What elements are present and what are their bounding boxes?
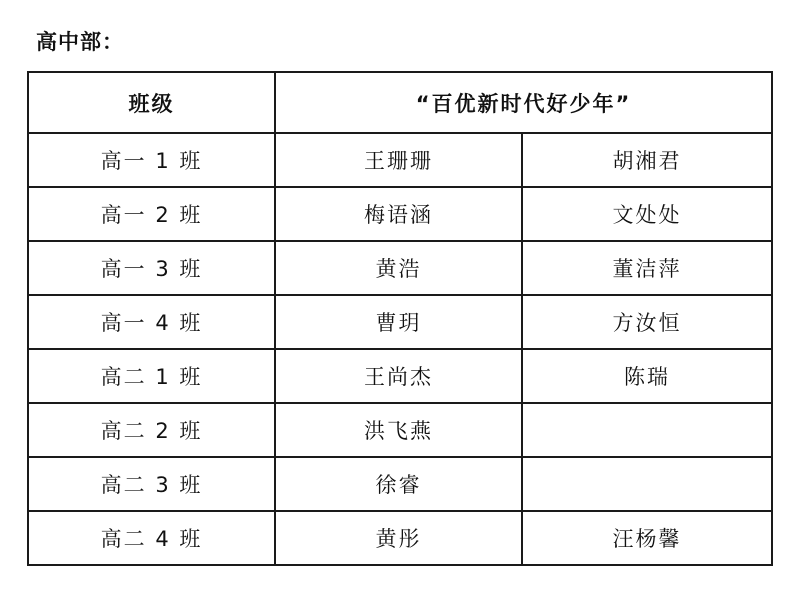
table-row	[28, 295, 772, 349]
student-name-cell	[522, 403, 772, 457]
table-header-row	[28, 72, 772, 133]
table-row	[28, 403, 772, 457]
class-cell: 高二 3 班	[28, 457, 275, 511]
class-cell: 高一 1 班	[28, 133, 275, 187]
student-name-cell: 汪杨馨	[522, 511, 772, 565]
student-name-cell: 董洁萍	[522, 241, 772, 295]
class-cell: 高一 2 班	[28, 187, 275, 241]
student-name-cell: 文处处	[522, 187, 772, 241]
student-name-cell: 方汝恒	[522, 295, 772, 349]
student-name-cell: 黄彤	[275, 511, 522, 565]
class-cell: 高二 2 班	[28, 403, 275, 457]
award-roster-table	[27, 71, 773, 566]
student-name-cell	[522, 457, 772, 511]
class-cell: 高二 4 班	[28, 511, 275, 565]
section-heading: 高中部：	[36, 30, 124, 54]
class-cell: 高一 4 班	[28, 295, 275, 349]
student-name-cell: 黄浩	[275, 241, 522, 295]
student-name-cell: 胡湘君	[522, 133, 772, 187]
table-row	[28, 133, 772, 187]
student-name-cell: 陈瑞	[522, 349, 772, 403]
student-name-cell: 曹玥	[275, 295, 522, 349]
student-name-cell: 洪飞燕	[275, 403, 522, 457]
table-row	[28, 187, 772, 241]
student-name-cell: 王尚杰	[275, 349, 522, 403]
table-row	[28, 457, 772, 511]
class-cell: 高一 3 班	[28, 241, 275, 295]
table-row	[28, 349, 772, 403]
table-row	[28, 241, 772, 295]
table-row	[28, 511, 772, 565]
student-name-cell: 梅语涵	[275, 187, 522, 241]
header-class: 班级	[28, 72, 275, 133]
header-award: “百优新时代好少年”	[275, 72, 772, 133]
student-name-cell: 王珊珊	[275, 133, 522, 187]
student-name-cell: 徐睿	[275, 457, 522, 511]
class-cell: 高二 1 班	[28, 349, 275, 403]
